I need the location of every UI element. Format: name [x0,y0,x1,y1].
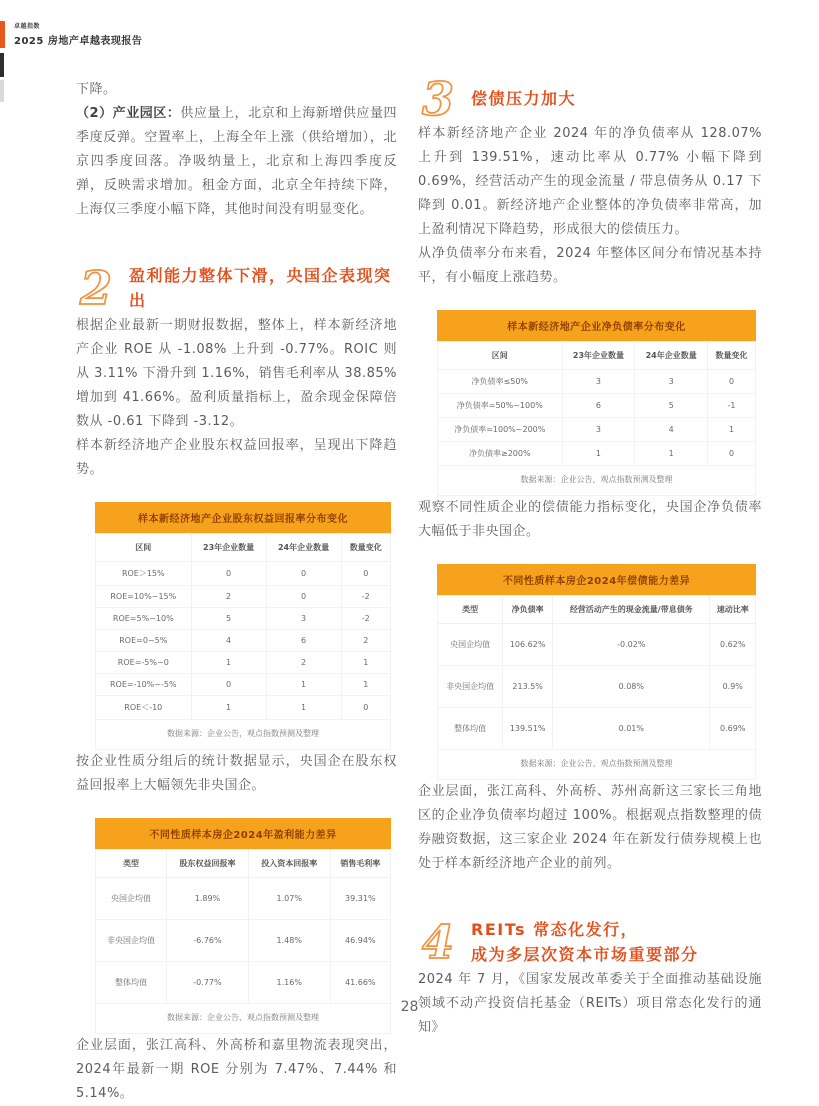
table-source: 数据来源：企业公告，观点指数预测及整理 [437,466,756,496]
section-3-heading [418,72,762,126]
page-number: 28 [400,999,419,1015]
table-cell: 0.69% [710,708,756,750]
table-header-cell: 速动比率 [710,596,756,624]
table-cell: 0 [708,370,756,394]
table-row [96,920,391,962]
table-header-cell: 投入资本回报率 [248,850,330,878]
paragraph: 观察不同性质企业的偿债能力指标变化，央国企净负债率大幅低于非央国企。 [418,500,762,540]
table-cell: 4 [635,418,708,442]
table-cell: 1 [191,652,266,674]
table-title: 样本新经济地产企业股东权益回报率分布变化 [95,502,391,533]
table-cell: 213.5% [503,666,553,708]
table-cell: -1 [708,394,756,418]
table-source: 数据来源：企业公告，观点指数预测及整理 [95,720,391,750]
table-cell: 6 [562,394,635,418]
table-header-cell: 净负债率 [503,596,553,624]
table [437,341,756,466]
paragraph: 企业层面，张江高科、外高桥、苏州高新这三家长三角地区的企业净负债率均超过 100%。根据观点指数整理的债券融资数据，这三家企业 2024 年在新发行债券规模上也处于样本新经济地产企业的前列。 [418,784,762,872]
table-row [96,562,391,586]
table-cell: ROE＞15% [96,562,192,586]
table-row [96,630,391,652]
table-cell: 6 [266,630,341,652]
table-cell: 106.62% [503,624,553,666]
section-4-heading [418,915,762,970]
brand-subtitle: 卓越指数 [14,23,41,30]
table-cell: 1 [562,442,635,466]
table-cell: ROE＜-10 [96,696,192,720]
table-header-cell: 23年企业数量 [191,534,266,562]
table-cell: 41.66% [330,962,390,1004]
table-row [96,674,391,696]
table-cell: 2 [191,586,266,608]
table-cell: 央国企均值 [438,624,503,666]
table-cell: 0 [341,562,390,586]
table-title: 不同性质样本房企2024年偿债能力差异 [437,564,756,595]
table [437,595,756,750]
table-cell: 净负债率≥200% [438,442,563,466]
table [95,849,391,1004]
table-row [438,708,756,750]
table-cell: 3 [562,418,635,442]
section-title: 盈利能力整体下滑，央国企表现突出 [129,266,392,311]
table-cell: 0 [191,674,266,696]
table-header-cell: 区间 [438,342,563,370]
table-row [96,878,391,920]
section-title: 偿债压力加大 [471,89,577,109]
table-cell: 净负债率=50%~100% [438,394,563,418]
table-cell: 1 [341,652,390,674]
table-row [438,418,756,442]
table-cell: 3 [266,608,341,630]
table-cell: 非央国企均值 [438,666,503,708]
table-cell: -2 [341,586,390,608]
table-cell: 5 [635,394,708,418]
table-cell: ROE=-10%~-5% [96,674,192,696]
table-cell: ROE=10%~15% [96,586,192,608]
table-cell: 3 [562,370,635,394]
paragraph: 下降。 [76,82,117,97]
table-cell: ROE=5%~10% [96,608,192,630]
section-title: REITs 常态化发行， 成为多层次资本市场重要部分 [471,920,699,965]
table-cell: 46.94% [330,920,390,962]
table-title: 样本新经济地产企业净负债率分布变化 [437,310,756,341]
table-header-cell: 23年企业数量 [562,342,635,370]
table-cell: 1.16% [248,962,330,1004]
table-cell: 4 [191,630,266,652]
table-header-cell: 类型 [96,850,167,878]
table-header-cell: 数量变化 [708,342,756,370]
paragraph: 2024 年 7 月，《国家发展改革委关于全面推动基础设施领域不动产投资信托基金（REITs）项目常态化发行的通知》 [418,971,762,1035]
table-cell: 1.48% [248,920,330,962]
table-row [438,370,756,394]
table-cell: 0.62% [710,624,756,666]
table-source: 数据来源：企业公告、观点指数预测及整理 [437,750,756,780]
table-cell: -2 [341,608,390,630]
table [95,533,391,720]
table-header-cell: 区间 [96,534,192,562]
paragraph: 按企业性质分组后的统计数据显示，央国企在股东权益回报率上大幅领先非央国企。 [76,754,397,794]
table-header-cell: 经营活动产生的现金流量/带息债务 [553,596,710,624]
table-cell: 0.08% [553,666,710,708]
table-cell: 整体均值 [438,708,503,750]
table-cell: 1 [266,696,341,720]
paragraph-lead: （2）产业园区： [76,106,181,122]
table-row [96,586,391,608]
table-cell: 净负债率≤50% [438,370,563,394]
table-row [438,666,756,708]
paragraph: （2）产业园区：供应量上，北京和上海新增供应量四季度反弹。空置率上，上海全年上涨（供给增加），北京四季度回落。净吸纳量上，北京和上海四季度反弹，反映需求增加。租金方面，北京全年持续下降，上海仅三季度小幅下降，其他时间没有明显变化。 [76,106,397,218]
table-cell: 0 [341,696,390,720]
table-cell: 0 [191,562,266,586]
table-cell: 整体均值 [96,962,167,1004]
table-row [96,696,391,720]
table-row [438,624,756,666]
table-row [438,394,756,418]
section-number: 4 [422,915,455,970]
table-cell: 1.07% [248,878,330,920]
table-cell: 1.89% [167,878,249,920]
table-row [96,608,391,630]
table-row [96,962,391,1004]
table-cell: -0.77% [167,962,249,1004]
table-header-cell: 类型 [438,596,503,624]
net-debt-distribution-table [437,310,756,496]
page-edge-mark [0,80,4,102]
table-header-cell: 24年企业数量 [635,342,708,370]
brand-header [0,21,142,48]
solvency-diff-table [437,564,756,780]
table-cell: 39.31% [330,878,390,920]
table-cell: 2 [266,652,341,674]
table-cell: -0.02% [553,624,710,666]
table-cell: ROE=-5%~0 [96,652,192,674]
table-cell: 1 [266,674,341,696]
table-cell: 3 [635,370,708,394]
paragraph: 样本新经济地产企业 2024 年的净负债率从 128.07% 上升到 139.51%，速动比率从 0.77% 小幅下降到 0.69%，经营活动产生的现金流量 / 带息债务从 0.17 下降到 0.01。新经济地产企业整体的净负债率非常高，加上盈利情况下降趋势，形成很大的偿债压力。 [418,125,762,237]
table-source: 数据来源：企业公告、观点指数预测及整理 [95,1004,391,1034]
table-cell: 0 [708,442,756,466]
table-cell: 0.9% [710,666,756,708]
table-cell: 1 [708,418,756,442]
brand-logo-mark [0,21,5,48]
table-cell: 1 [635,442,708,466]
table-header-cell: 销售毛利率 [330,850,390,878]
left-column [76,78,397,1106]
roe-distribution-table [95,502,391,750]
paragraph: 从净负债率分布来看，2024 年整体区间分布情况基本持平，有小幅度上涨趋势。 [418,245,762,285]
table-cell: -6.76% [167,920,249,962]
table-cell: 0 [266,586,341,608]
table-cell: 0.01% [553,708,710,750]
table-cell: 非央国企均值 [96,920,167,962]
right-column [418,72,762,1106]
table-cell: 5 [191,608,266,630]
table-row [96,652,391,674]
section-number: 2 [80,261,113,316]
section-number: 3 [422,72,455,126]
table-title: 不同性质样本房企2024年盈利能力差异 [95,818,391,849]
section-2-heading [76,261,397,316]
table-cell: 净负债率=100%~200% [438,418,563,442]
paragraph: 样本新经济地产企业股东权益回报率，呈现出下降趋势。 [76,438,397,478]
table-cell: 139.51% [503,708,553,750]
table-cell: 0 [266,562,341,586]
table-row [438,442,756,466]
table-header-cell: 24年企业数量 [266,534,341,562]
table-cell: ROE=0~5% [96,630,192,652]
paragraph: 根据企业最新一期财报数据，整体上，样本新经济地产企业 ROE 从 -1.08% 上升到 -0.77%。ROIC 则从 3.11% 下滑升到 1.16%，销售毛利率从 38.85% 增加到 41.66%。盈利质量指标上，盈余现金保障倍数从 -0.61 下降到 -3.12。 [76,317,397,430]
table-cell: 2 [341,630,390,652]
table-cell: 央国企均值 [96,878,167,920]
page-edge-mark [0,53,4,77]
brand-title: 2025 房地产卓越表现报告 [14,36,143,47]
table-cell: 1 [191,696,266,720]
table-cell: 1 [341,674,390,696]
table-header-cell: 股东权益回报率 [167,850,249,878]
table-header-cell: 数量变化 [341,534,390,562]
paragraph: 企业层面，张江高科、外高桥和嘉里物流表现突出，2024年最新一期 ROE 分别为 7.47%、7.44% 和 5.14%。 [76,1038,397,1102]
